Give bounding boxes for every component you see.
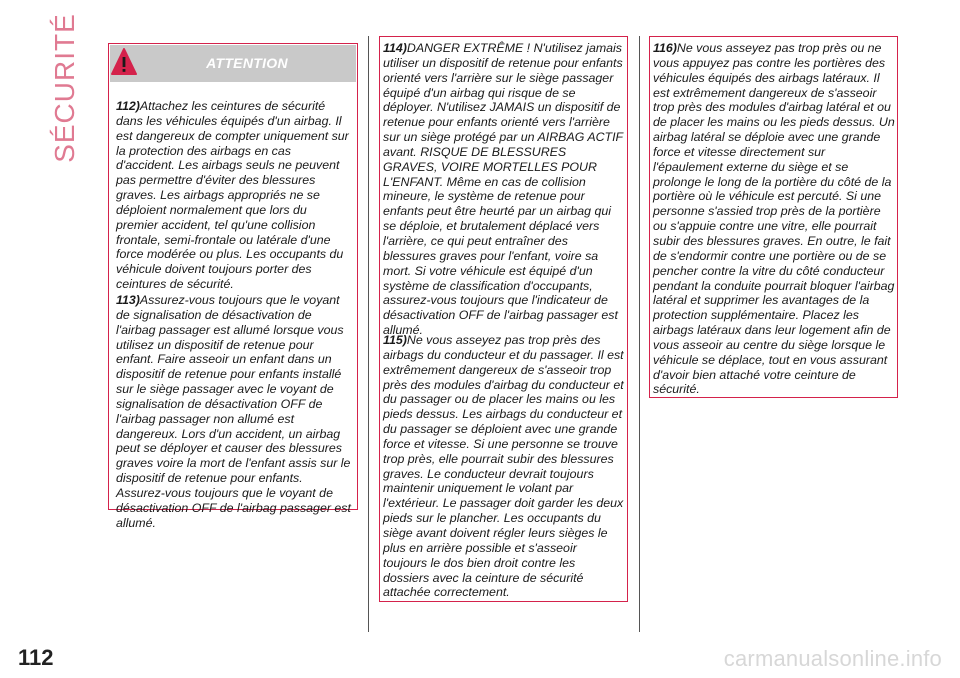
watermark: carmanualsonline.info <box>723 646 942 671</box>
warning-number: 115) <box>383 333 407 347</box>
warning-114 <box>383 41 624 338</box>
warning-number: 112) <box>116 99 140 113</box>
warning-112 <box>116 99 352 292</box>
section-title <box>47 13 83 163</box>
column-divider-2 <box>639 36 640 632</box>
warning-text: DANGER EXTRÊME ! N'utilisez jamais utiliser un dispositif de retenue pour enfants orienté vers l'arrière sur le siège passager équipé d'un airbag qui risque de se déployer. N'utilisez JAMAIS un dispositif de retenue pour enfants orienté vers l'arrière sur un siège protégé par un AIRBAG ACTIF avant. RISQUE DE BLESSURES GRAVES, VOIRE MORTELLES POUR L'ENFANT. Même en cas de collision mineure, le système de retenue pour enfants peut être heurté par un airbag qui se déploie, et brutalement déplacé vers l'arrière, ce qui peut entraîner des blessures graves pour l'enfant, voire sa mort. Si votre véhicule est équipé d'un système de classification d'occupants, assurez-vous toujours que l'indicateur de désactivation OFF de l'airbag passager est allumé. <box>383 41 623 338</box>
warning-number: 113) <box>116 293 140 307</box>
warning-number: 114) <box>383 41 407 55</box>
warning-text: Ne vous asseyez pas trop près ou ne vous appuyez pas contre les portières des véhicules équipés des airbags latéraux. Il est extrêmement dangereux de s'asseoir trop près des modules d'airbag latéral et ou de placer les mains ou les pieds dessus. Un airbag latéral se déploie avec une grande force et vitesse directement sur l'épaulement externe du siège et se prolonge le long de la portière du côté de la portière où le véhicule est percuté. Si une personne s'assied trop près de la portière ou s'appuie contre une vitre, elle pourrait subir des blessures graves. En outre, le fait de s'endormir contre une portière ou de se pencher contre la vitre du côté conducteur pendant la conduite pourrait bloquer l'airbag latéral et supprimer les avantages de la protection supplémentaire. Placez les airbags latéraux dans leur logement afin de vous asseoir au centre du siège lorsque le véhicule se déplace, tout en vous assurant d'avoir bien attaché votre ceinture de sécurité. <box>653 41 895 397</box>
warning-text: Assurez-vous toujours que le voyant de signalisation de désactivation de l'airbag passager est allumé lorsque vous utilisez un dispositif de retenue pour enfant. Faire asseoir un enfant dans un dispositif de retenue pour enfants installé sur le siège passager avec le voyant de signalisation de désactivation OFF de l'airbag passager non allumé est dangereux. Lors d'un accident, un airbag peut se déployer et causer des blessures graves voire la mort de l'enfant assis sur le dispositif de retenue pour enfants. Assurez-vous toujours que le voyant de désactivation OFF de l'airbag passager est allumé. <box>116 293 351 530</box>
warning-triangle-icon <box>110 47 138 77</box>
warning-text: Attachez les ceintures de sécurité dans les véhicules équipés d'un airbag. Il est dangereux de compter uniquement sur la protection des airbags en cas d'accident. Les airbags seuls ne peuvent pas permettre d'éviter des blessures graves. Les airbags appropriés ne se déploient normalement que lors du premier accident, tel qu'une collision frontale, semi-frontale ou latérale d'une force modérée ou plus. Les occupants du véhicule doivent toujours porter des ceintures de sécurité. <box>116 99 349 292</box>
warning-number: 116) <box>653 41 677 55</box>
attention-title: ATTENTION <box>206 55 288 71</box>
section-title-text: SÉCURITÉ <box>49 13 81 163</box>
column-divider-1 <box>368 36 369 632</box>
warning-115 <box>383 333 624 600</box>
warning-text: Ne vous asseyez pas trop près des airbags du conducteur et du passager. Il est extrêmement dangereux de s'asseoir trop près des modules d'airbag du conducteur et du passager ou de placer les mains ou les pieds dessus. Les airbags du conducteur et du passager se déploient avec une grande force et vitesse. Si une personne se trouve trop près, elle pourrait subir des blessures graves. Le conducteur devrait toujours maintenir uniquement le volant par l'extérieur. Le passager doit garder les deux pieds sur le plancher. Les occupants du siège avant doivent régler leurs sièges le plus en arrière possible et s'asseoir toujours le dos bien droit contre les dossiers avec la ceinture de sécurité attachée correctement. <box>383 333 624 600</box>
attention-header <box>110 45 356 82</box>
warning-113 <box>116 293 352 531</box>
warning-116 <box>653 41 895 397</box>
page-number: 112 <box>18 645 54 670</box>
